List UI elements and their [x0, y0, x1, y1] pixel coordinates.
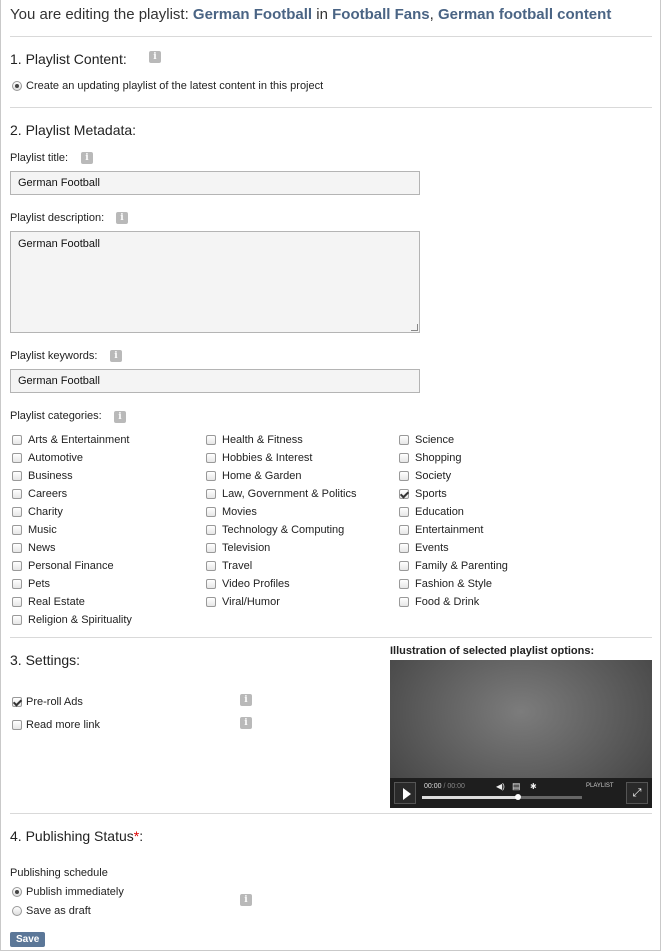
category-checkbox[interactable] — [206, 471, 216, 481]
updating-playlist-radio[interactable] — [12, 81, 22, 91]
category-label: Business — [28, 470, 73, 482]
playlist-title-input[interactable]: German Football — [10, 171, 420, 195]
divider — [10, 813, 652, 814]
info-icon[interactable]: i — [240, 717, 252, 729]
category-checkbox[interactable] — [399, 507, 409, 517]
category-label: Education — [415, 506, 464, 518]
category-checkbox[interactable] — [206, 453, 216, 463]
category-label: Food & Drink — [415, 596, 480, 608]
category-label: Religion & Spirituality — [28, 614, 132, 626]
heading-in: in — [316, 6, 328, 23]
category-label: Travel — [222, 560, 253, 572]
playlist-label[interactable]: PLAYLIST — [586, 783, 614, 789]
category-checkbox[interactable] — [399, 525, 409, 535]
category-checkbox[interactable] — [206, 525, 216, 535]
category-label: Events — [415, 542, 449, 554]
updating-playlist-label: Create an updating playlist of the latest content in this project — [26, 80, 324, 92]
title-suffix: : — [139, 828, 144, 844]
info-icon[interactable]: i — [110, 350, 122, 362]
category-label: Home & Garden — [222, 470, 302, 482]
category-label: Science — [415, 434, 455, 446]
save-as-draft-label: Save as draft — [26, 905, 91, 917]
preroll-ads-checkbox[interactable] — [12, 697, 22, 707]
section-settings-title: 3. Settings: — [10, 652, 81, 668]
heading-prefix: You are editing the playlist: — [10, 6, 189, 23]
category-label: Arts & Entertainment — [28, 434, 130, 446]
play-icon[interactable] — [394, 782, 416, 804]
publishing-status-text: 4. Publishing Status — [10, 828, 134, 844]
category-label: Entertainment — [415, 524, 484, 536]
progress-bar[interactable] — [422, 796, 582, 799]
video-player-preview — [390, 660, 652, 808]
category-checkbox[interactable] — [12, 579, 22, 589]
category-checkbox[interactable] — [399, 435, 409, 445]
category-checkbox[interactable] — [12, 615, 22, 625]
category-checkbox[interactable] — [206, 561, 216, 571]
category-checkbox[interactable] — [12, 435, 22, 445]
category-label: Hobbies & Interest — [222, 452, 313, 464]
section-playlist-metadata-title: 2. Playlist Metadata: — [10, 122, 137, 138]
category-label: Technology & Computing — [222, 524, 345, 536]
read-more-link-label: Read more link — [26, 719, 100, 731]
section-publishing-status-title — [10, 828, 143, 844]
playlist-categories-label: Playlist categories: — [10, 410, 102, 422]
category-label: Automotive — [28, 452, 84, 464]
divider — [10, 637, 652, 638]
required-marker: * — [133, 828, 140, 844]
category-checkbox[interactable] — [12, 453, 22, 463]
category-checkbox[interactable] — [12, 597, 22, 607]
progress-knob[interactable] — [515, 794, 521, 800]
captions-icon[interactable]: ▤ — [512, 781, 521, 791]
category-checkbox[interactable] — [206, 597, 216, 607]
category-label: Television — [222, 542, 271, 554]
playlist-description-label: Playlist description: — [10, 212, 105, 224]
section-playlist-content-title: 1. Playlist Content: — [10, 51, 127, 67]
category-label: Sports — [415, 488, 447, 500]
category-label: Law, Government & Politics — [222, 488, 357, 500]
category-checkbox[interactable] — [206, 435, 216, 445]
category-label: Society — [415, 470, 452, 482]
progress-fill — [422, 796, 518, 799]
description-text: German Football — [18, 238, 100, 250]
category-checkbox[interactable] — [12, 525, 22, 535]
playlist-keywords-label: Playlist keywords: — [10, 350, 98, 362]
playlist-name-link[interactable]: German Football — [192, 6, 313, 23]
player-control-bar — [390, 778, 652, 808]
category-checkbox[interactable] — [399, 489, 409, 499]
category-label: Viral/Humor — [222, 596, 280, 608]
divider — [10, 36, 652, 37]
project-link[interactable]: Football Fans — [332, 6, 430, 23]
category-label: Video Profiles — [222, 578, 290, 590]
read-more-link-checkbox[interactable] — [12, 720, 22, 730]
info-icon[interactable]: i — [240, 894, 252, 906]
category-checkbox[interactable] — [206, 579, 216, 589]
category-checkbox[interactable] — [12, 561, 22, 571]
time-current: 00:00 — [424, 783, 442, 790]
publishing-schedule-label: Publishing schedule — [10, 867, 108, 879]
time-duration: 00:00 — [447, 783, 465, 790]
category-checkbox[interactable] — [12, 489, 22, 499]
category-checkbox[interactable] — [399, 453, 409, 463]
info-icon[interactable]: i — [114, 411, 126, 423]
content-group-link[interactable]: German football content — [437, 6, 612, 23]
playlist-title-label: Playlist title: — [10, 152, 69, 164]
info-icon[interactable]: i — [81, 152, 93, 164]
info-icon[interactable]: i — [116, 212, 128, 224]
info-icon[interactable]: i — [149, 51, 161, 63]
category-label: Charity — [28, 506, 63, 518]
publish-immediately-radio[interactable] — [12, 887, 22, 897]
page-heading — [10, 6, 611, 23]
divider — [10, 107, 652, 108]
category-checkbox[interactable] — [206, 543, 216, 553]
fullscreen-icon[interactable]: ⤢ — [626, 782, 648, 804]
category-label: Pets — [28, 578, 51, 590]
category-label: Shopping — [415, 452, 462, 464]
category-checkbox[interactable] — [399, 471, 409, 481]
category-checkbox[interactable] — [399, 561, 409, 571]
publish-immediately-label: Publish immediately — [26, 886, 124, 898]
category-label: Real Estate — [28, 596, 85, 608]
category-checkbox[interactable] — [12, 543, 22, 553]
save-as-draft-radio[interactable] — [12, 906, 22, 916]
category-checkbox[interactable] — [399, 579, 409, 589]
category-checkbox[interactable] — [399, 543, 409, 553]
illustration-title: Illustration of selected playlist options: — [390, 645, 595, 657]
save-button[interactable]: Save — [10, 932, 45, 947]
category-label: Music — [28, 524, 57, 536]
category-checkbox[interactable] — [399, 597, 409, 607]
info-icon[interactable]: i — [240, 694, 252, 706]
resize-handle-icon[interactable] — [411, 324, 418, 331]
category-label: Careers — [28, 488, 68, 500]
category-label: Movies — [222, 506, 257, 518]
preroll-ads-label: Pre-roll Ads — [26, 696, 83, 708]
time-separator: / — [443, 783, 446, 790]
category-label: Family & Parenting — [415, 560, 508, 572]
category-label: Fashion & Style — [415, 578, 493, 590]
heading-separator: , — [429, 6, 434, 23]
category-label: Personal Finance — [28, 560, 114, 572]
playlist-description-textarea[interactable] — [10, 231, 420, 333]
category-checkbox[interactable] — [12, 471, 22, 481]
playlist-keywords-input[interactable]: German Football — [10, 369, 420, 393]
category-checkbox[interactable] — [206, 507, 216, 517]
category-label: News — [28, 542, 56, 554]
volume-icon[interactable]: ◀) — [496, 782, 505, 791]
category-checkbox[interactable] — [12, 507, 22, 517]
category-checkbox[interactable] — [206, 489, 216, 499]
player-time — [424, 783, 465, 790]
gear-icon[interactable]: ✱ — [530, 782, 537, 791]
category-label: Health & Fitness — [222, 434, 303, 446]
